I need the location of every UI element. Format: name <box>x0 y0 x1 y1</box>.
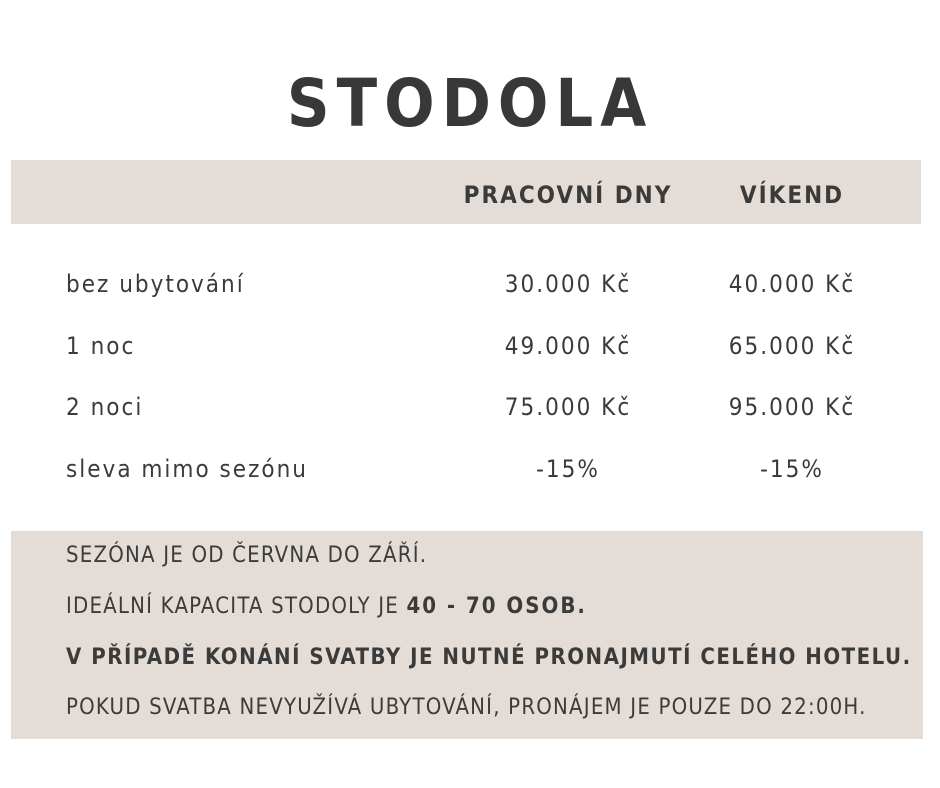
row-label: 2 noci <box>66 393 144 421</box>
page-title: STODOLA <box>286 65 654 142</box>
weekend-price: 40.000 Kč <box>728 270 856 298</box>
row-label: bez ubytování <box>66 270 245 298</box>
weekend-discount: -15% <box>760 454 824 483</box>
table-row <box>0 379 940 441</box>
column-header-weekdays: PRACOVNÍ DNY <box>463 181 673 209</box>
notes-panel <box>11 531 923 739</box>
row-label: sleva mimo sezónu <box>66 454 308 483</box>
weekend-price: 95.000 Kč <box>728 393 856 421</box>
capacity-note-text: IDEÁLNÍ KAPACITA STODOLY JE <box>66 594 407 619</box>
row-label: 1 noc <box>66 331 136 360</box>
table-row <box>0 441 940 503</box>
no-accommodation-note: POKUD SVATBA NEVYUŽÍVÁ UBYTOVÁNÍ, PRONÁJEM JE POUZE DO 22:00H. <box>66 695 867 720</box>
weekday-discount: -15% <box>536 454 600 483</box>
season-note: SEZÓNA JE OD ČERVNA DO ZÁŘÍ. <box>66 543 428 568</box>
weekday-price: 30.000 Kč <box>504 270 632 298</box>
weekend-price: 65.000 Kč <box>728 331 856 360</box>
wedding-note: V PŘÍPADĚ KONÁNÍ SVATBY JE NUTNÉ PRONAJMUTÍ CELÉHO HOTELU. <box>66 645 912 670</box>
price-table-header <box>11 160 921 224</box>
weekday-price: 75.000 Kč <box>504 393 632 421</box>
weekday-price: 49.000 Kč <box>504 331 632 360</box>
price-table-body <box>0 256 940 502</box>
capacity-value: 40 - 70 OSOB. <box>406 594 587 619</box>
column-header-weekend: VÍKEND <box>739 181 845 209</box>
table-row <box>0 256 940 318</box>
capacity-note <box>66 594 587 619</box>
table-row <box>0 318 940 380</box>
